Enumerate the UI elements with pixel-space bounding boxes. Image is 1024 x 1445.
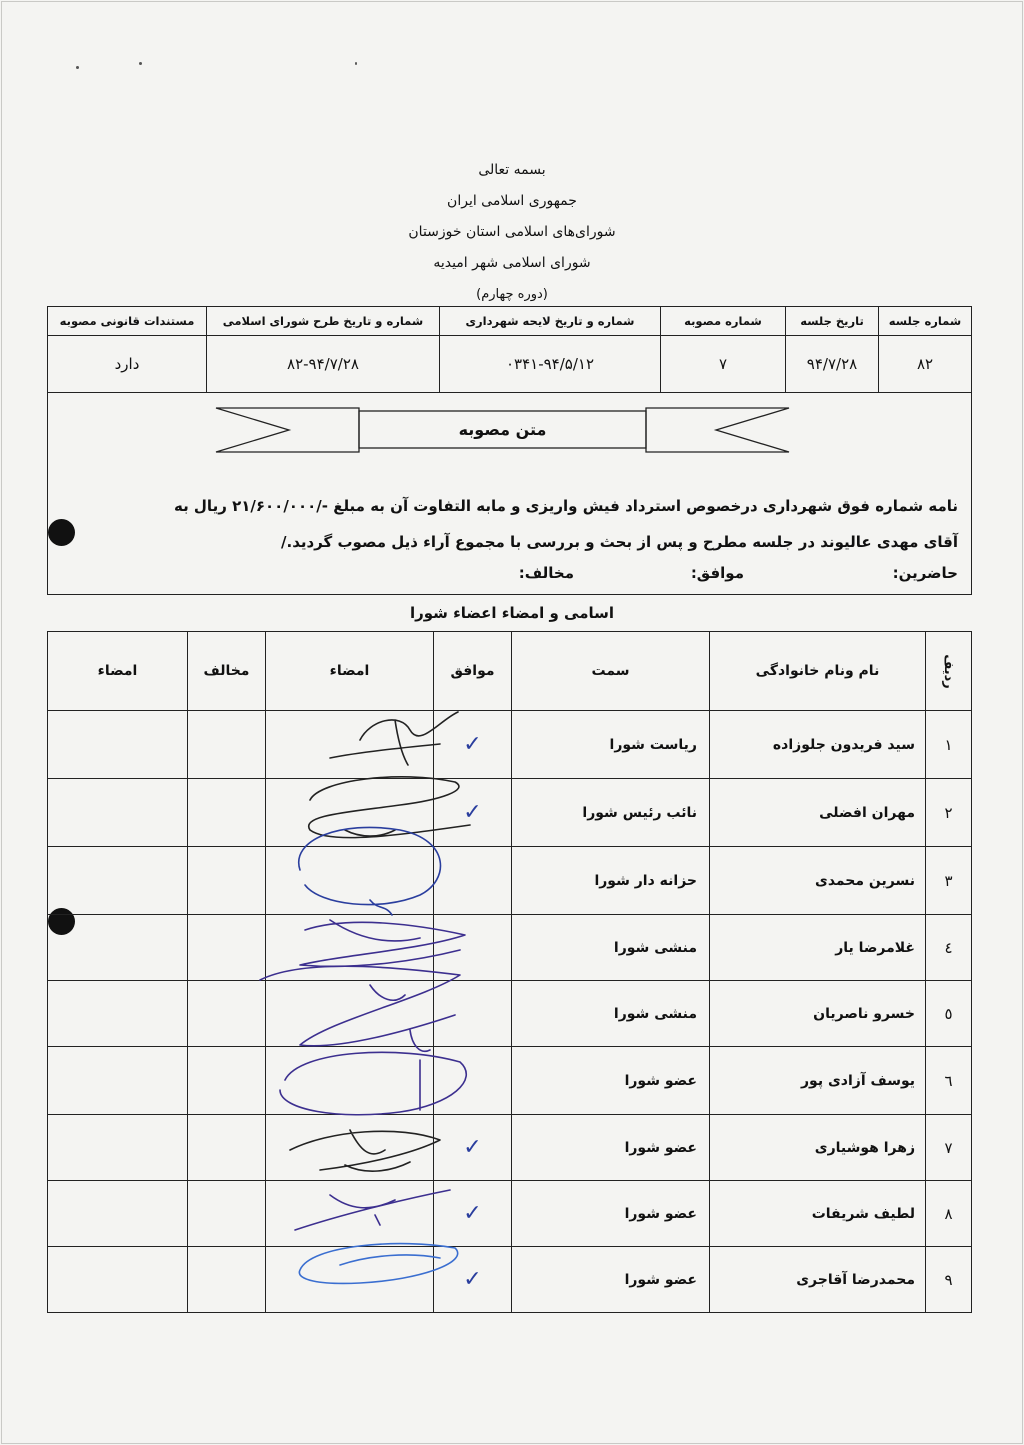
meta-session-date: ۹۴/۷/۲۸ — [786, 336, 879, 393]
agree-label: موافق: — [690, 564, 744, 582]
oppose-cell — [188, 1115, 266, 1181]
agree-signature-cell — [266, 1047, 434, 1115]
row-number: ۳ — [926, 847, 972, 915]
agree-signature-cell — [266, 1181, 434, 1247]
oppose-signature-cell — [48, 981, 188, 1047]
table-row — [48, 711, 972, 779]
member-name: محمدرضا آقاجری — [710, 1247, 926, 1313]
agree-checkmark — [434, 1047, 512, 1115]
member-name: لطیف شریفات — [710, 1181, 926, 1247]
agree-checkmark: ✓ — [434, 779, 512, 847]
meta-header-council-plan: شماره و تاریخ طرح شورای اسلامی — [207, 307, 440, 336]
header-oppose: مخالف — [188, 632, 266, 711]
banner-right-ribbon — [646, 408, 789, 452]
meta-session-number: ۸۲ — [879, 336, 972, 393]
agree-signature-cell — [266, 847, 434, 915]
header-row-number: ردیف — [926, 632, 972, 711]
meta-legal-docs: دارد — [48, 336, 207, 393]
agree-checkmark: ✓ — [434, 1181, 512, 1247]
meta-header-resolution-number: شماره مصوبه — [661, 307, 786, 336]
agree-checkmark: ✓ — [434, 711, 512, 779]
meta-council-plan: ۸۲-۹۴/۷/۲۸ — [207, 336, 440, 393]
member-role: حزانه دار شورا — [512, 847, 710, 915]
oppose-cell — [188, 1247, 266, 1313]
row-number: ۹ — [926, 1247, 972, 1313]
meta-municipal-bill: ۰۳۴۱-۹۴/۵/۱۲ — [440, 336, 661, 393]
meta-header-legal-docs: مستندات قانونی مصوبه — [48, 307, 207, 336]
member-name: نسرین محمدی — [710, 847, 926, 915]
oppose-cell — [188, 847, 266, 915]
member-role: نائب رئیس شورا — [512, 779, 710, 847]
agree-checkmark: ✓ — [434, 1247, 512, 1313]
table-row — [48, 1247, 972, 1313]
oppose-cell — [188, 1181, 266, 1247]
resolution-text-line-2: آقای مهدی عالیوند در جلسه مطرح و پس از بحث و بررسی با مجموع آراء ذیل مصوب گردید./ — [281, 533, 958, 551]
header-full-name: نام ونام خانوادگی — [710, 632, 926, 711]
members-header-row — [48, 632, 972, 711]
member-role: عضو شورا — [512, 1047, 710, 1115]
oppose-cell — [188, 711, 266, 779]
oppose-signature-cell — [48, 1047, 188, 1115]
row-number: ۷ — [926, 1115, 972, 1181]
row-number: ٥ — [926, 981, 972, 1047]
agree-signature-cell — [266, 1247, 434, 1313]
header-agree-signature: امضاء — [266, 632, 434, 711]
oppose-signature-cell — [48, 1247, 188, 1313]
header-oppose-signature: امضاء — [48, 632, 188, 711]
oppose-signature-cell — [48, 711, 188, 779]
row-number: ۱ — [926, 711, 972, 779]
scan-speck — [355, 62, 357, 65]
banner-title: متن مصوبه — [458, 420, 547, 439]
member-name: غلامرضا یار — [710, 915, 926, 981]
header-term: (دوره چهارم) — [476, 287, 548, 302]
member-name: یوسف آزادی پور — [710, 1047, 926, 1115]
oppose-cell — [188, 915, 266, 981]
table-row — [48, 1047, 972, 1115]
table-row — [48, 779, 972, 847]
member-role: منشی شورا — [512, 915, 710, 981]
meta-header-session-date: تاریخ جلسه — [786, 307, 879, 336]
member-role: عضو شورا — [512, 1115, 710, 1181]
agree-signature-cell — [266, 1115, 434, 1181]
table-row — [48, 847, 972, 915]
table-row — [48, 915, 972, 981]
member-name: زهرا هوشیاری — [710, 1115, 926, 1181]
row-number: ۸ — [926, 1181, 972, 1247]
attendees-label: حاضرین: — [892, 564, 958, 582]
document-header — [0, 155, 1024, 310]
member-role: ریاست شورا — [512, 711, 710, 779]
agree-checkmark — [434, 981, 512, 1047]
header-province-councils: شورای‌های اسلامی استان خوزستان — [408, 224, 616, 240]
oppose-signature-cell — [48, 915, 188, 981]
meta-resolution-number: ۷ — [661, 336, 786, 393]
member-name: سید فریدون جلوزاده — [710, 711, 926, 779]
header-city-council: شورای اسلامی شهر امیدیه — [433, 255, 591, 271]
oppose-cell — [188, 779, 266, 847]
resolution-meta-table — [47, 306, 972, 393]
resolution-text — [60, 488, 958, 560]
resolution-text-line-1: نامه شماره فوق شهرداری درخصوص استرداد فیش واریزی و مابه التفاوت آن به مبلغ -/۲۱/۶۰۰/۰۰۰ ریال به — [173, 497, 958, 515]
header-position: سمت — [512, 632, 710, 711]
member-role: عضو شورا — [512, 1181, 710, 1247]
oppose-signature-cell — [48, 1115, 188, 1181]
oppose-signature-cell — [48, 847, 188, 915]
agree-signature-cell — [266, 981, 434, 1047]
member-name: خسرو ناصریان — [710, 981, 926, 1047]
header-country: جمهوری اسلامی ایران — [447, 193, 577, 209]
oppose-cell — [188, 981, 266, 1047]
meta-header-municipal-bill: شماره و تاریخ لایحه شهرداری — [440, 307, 661, 336]
scan-speck — [139, 62, 142, 65]
oppose-cell — [188, 1047, 266, 1115]
agree-checkmark: ✓ — [434, 1115, 512, 1181]
table-row — [48, 1115, 972, 1181]
member-role: منشی شورا — [512, 981, 710, 1047]
row-number: ۲ — [926, 779, 972, 847]
table-row — [48, 1181, 972, 1247]
members-table — [47, 631, 972, 1313]
header-agree: موافق — [434, 632, 512, 711]
oppose-label: مخالف: — [518, 564, 574, 582]
oppose-signature-cell — [48, 1181, 188, 1247]
member-role: عضو شورا — [512, 1247, 710, 1313]
banner-left-ribbon — [216, 408, 359, 452]
agree-signature-cell — [266, 915, 434, 981]
row-number: ٦ — [926, 1047, 972, 1115]
members-title: اسامی و امضاء اعضاء شورا — [409, 604, 615, 622]
meta-header-session-number: شماره جلسه — [879, 307, 972, 336]
member-name: مهران افضلی — [710, 779, 926, 847]
header-basmala: بسمه تعالی — [478, 162, 546, 178]
attendance-row — [60, 562, 958, 592]
agree-signature-cell — [266, 711, 434, 779]
scan-speck — [76, 66, 79, 69]
row-number: ٤ — [926, 915, 972, 981]
agree-signature-cell — [266, 779, 434, 847]
agree-checkmark — [434, 847, 512, 915]
table-row — [48, 981, 972, 1047]
oppose-signature-cell — [48, 779, 188, 847]
agree-checkmark — [434, 915, 512, 981]
